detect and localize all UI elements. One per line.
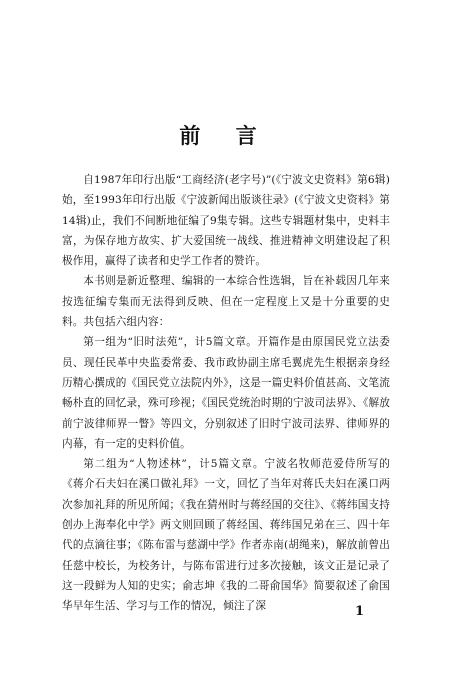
body-text xyxy=(62,170,390,617)
page-number: 1 xyxy=(355,604,365,619)
paragraph: 第一组为“旧时法苑”，计5篇文章。开篇作是由原国民党立法委员、现任民革中央监委常委、我市政协副主席毛翼虎先生根据亲身经历精心撰成的《国民党立法院内外》，这是一篇史料价值甚高、文笔流畅朴直的回忆录，殊可珍视；《国民党统治时期的宁波司法界》、《解放前宁波律师界一瞥》等四文，分别叙述了旧时宁波司法界、律师界的内幕，有一定的史料价值。 xyxy=(62,336,390,450)
paragraph: 第二组为“人物述林”，计5篇文章。宁波名牧师范爱侍所写的《蒋介石夫妇在溪口做礼拜》一文，回忆了当年对蒋氏夫妇在溪口两次参加礼拜的所见所闻；《我在猜州时与蒋经国的交往》、《蒋纬国支持创办上海奉化中学》两文则回顾了蒋经国、蒋纬国兄弟在三、四十年代的点滴往事；《陈布雷与慈湖中学》作者赤南(胡绳来)，解放前曾出任慈中校长，为校务计，与陈布雷进行过多次接触，该文正是记录了这一段鲜为人知的史实；俞志坤《我的二哥俞国华》简要叙述了俞国华早年生活、学习与工作的情况，倾注了深 xyxy=(62,458,390,613)
page-title: 前 言 xyxy=(179,124,271,148)
paragraph: 本书则是新近整理、编辑的一本综合性选辑，旨在补载因几年来按选征编专集而无法得到反映、但在一定程度上又是十分重要的史料。共包括六组内容： xyxy=(62,275,390,329)
paragraph: 自1987年印行出版“工商经济(老字号)”(《宁波文史资料》第6辑)始，至1993年印行出版《宁波新闻出版谈往录》(《宁波文史资料》第14辑)止，我们不间断地征编了9集专辑。这些专辑题材集中，史料丰富，为保存地方故实、扩大爱国统一战线、推进精神文明建设起了积极作用，赢得了读者和史学工作者的赞许。 xyxy=(62,174,390,268)
